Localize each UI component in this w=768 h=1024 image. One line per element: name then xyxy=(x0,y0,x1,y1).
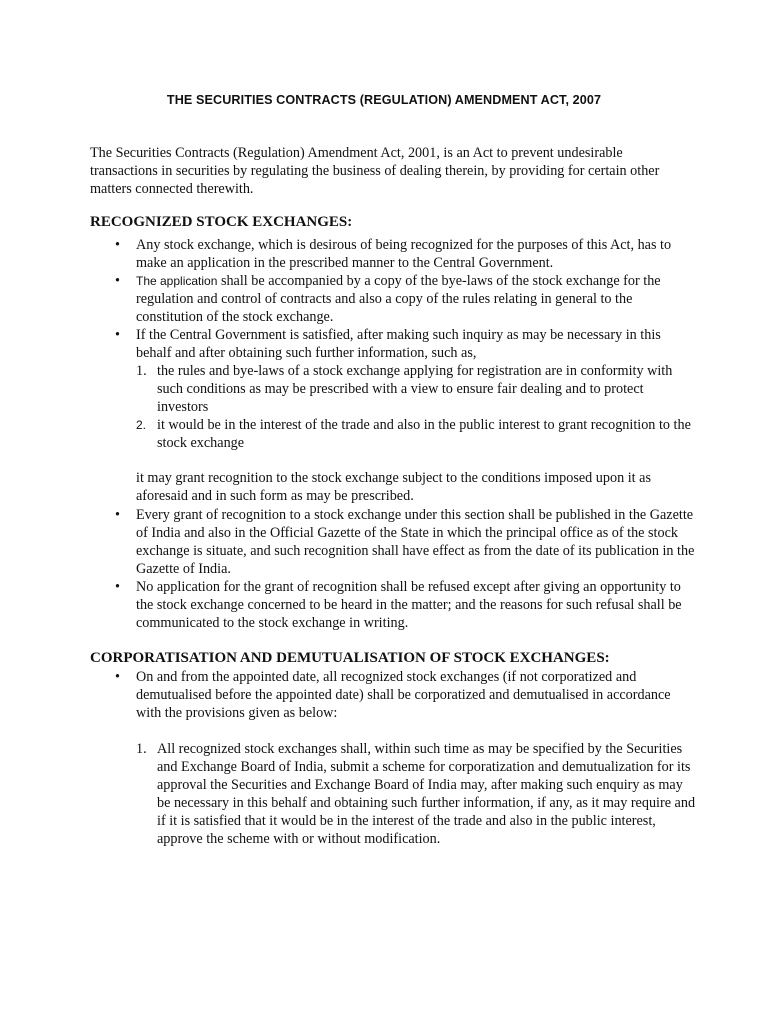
bullet-icon: • xyxy=(115,327,120,343)
bullet-icon: • xyxy=(115,507,120,523)
list-number: 1. xyxy=(136,363,147,379)
document-title: THE SECURITIES CONTRACTS (REGULATION) AMENDMENT ACT, 2007 xyxy=(166,93,602,107)
bullet-icon: • xyxy=(115,669,120,685)
list-item: Every grant of recognition to a stock exchange under this section shall be published in the Gazette of India and also in the Official Gazette of the State in which the principal office as of the stock exchange is situate, and such recognition shall have effect as from the date of its publication in the Gazette of India. xyxy=(136,507,695,577)
bullet-icon: • xyxy=(115,579,120,595)
application-rest-text: shall be accompanied by a copy of the bye-laws of the stock exchange for the regulation and control of contracts and also a copy of the rules relating in general to the constitution of the stock exchange. xyxy=(136,273,661,325)
section-heading-corporatisation: CORPORATISATION AND DEMUTUALISATION OF STOCK EXCHANGES: xyxy=(90,650,610,666)
section-heading-recognized: RECOGNIZED STOCK EXCHANGES: xyxy=(90,214,353,230)
numbered-item: the rules and bye-laws of a stock exchange applying for registration are in conformity with such conditions as may be prescribed with a view to ensure fair dealing and to protect investors xyxy=(157,363,673,415)
list-item: On and from the appointed date, all recognized stock exchanges (if not corporatized and demutualised before the appointed date) shall be corporatized and demutualised in accordance with the provisions given as below: xyxy=(136,669,671,721)
list-item: No application for the grant of recognition shall be refused except after giving an opportunity to the stock exchange concerned to be heard in the matter; and the reasons for such refusal shall be communicated to the stock exchange in writing. xyxy=(136,579,682,631)
numbered-item: it would be in the interest of the trade and also in the public interest to grant recognition to the stock exchange xyxy=(157,417,691,451)
list-number: 1. xyxy=(136,741,147,757)
intro-paragraph: The Securities Contracts (Regulation) Amendment Act, 2001, is an Act to prevent undesirable transactions in securities by regulating the business of dealing therein, by providing for certain other matters connected therewith. xyxy=(90,145,660,197)
bullet-icon: • xyxy=(115,273,120,289)
application-lead-text: The application xyxy=(136,274,218,288)
recognition-condition-text: it may grant recognition to the stock exchange subject to the conditions imposed upon it as aforesaid and in such form as may be prescribed. xyxy=(136,470,651,504)
bullet-icon: • xyxy=(115,237,120,253)
list-item xyxy=(136,272,696,326)
list-number: 2. xyxy=(136,418,147,432)
list-item: Any stock exchange, which is desirous of being recognized for the purposes of this Act, has to make an application in the prescribed manner to the Central Government. xyxy=(136,237,672,271)
list-item: If the Central Government is satisfied, after making such inquiry as may be necessary in this behalf and after obtaining such further information, such as, xyxy=(136,327,661,361)
numbered-item: All recognized stock exchanges shall, within such time as may be specified by the Securities and Exchange Board of India, submit a scheme for corporatization and demutualization for its approval the Securities and Exchange Board of India may, after making such enquiry as may be necessary in this behalf and obtaining such further information, if any, as it may require and if it is satisfied that it would be in the interest of the trade and also in the public interest, approve the scheme with or without modification. xyxy=(157,741,696,847)
